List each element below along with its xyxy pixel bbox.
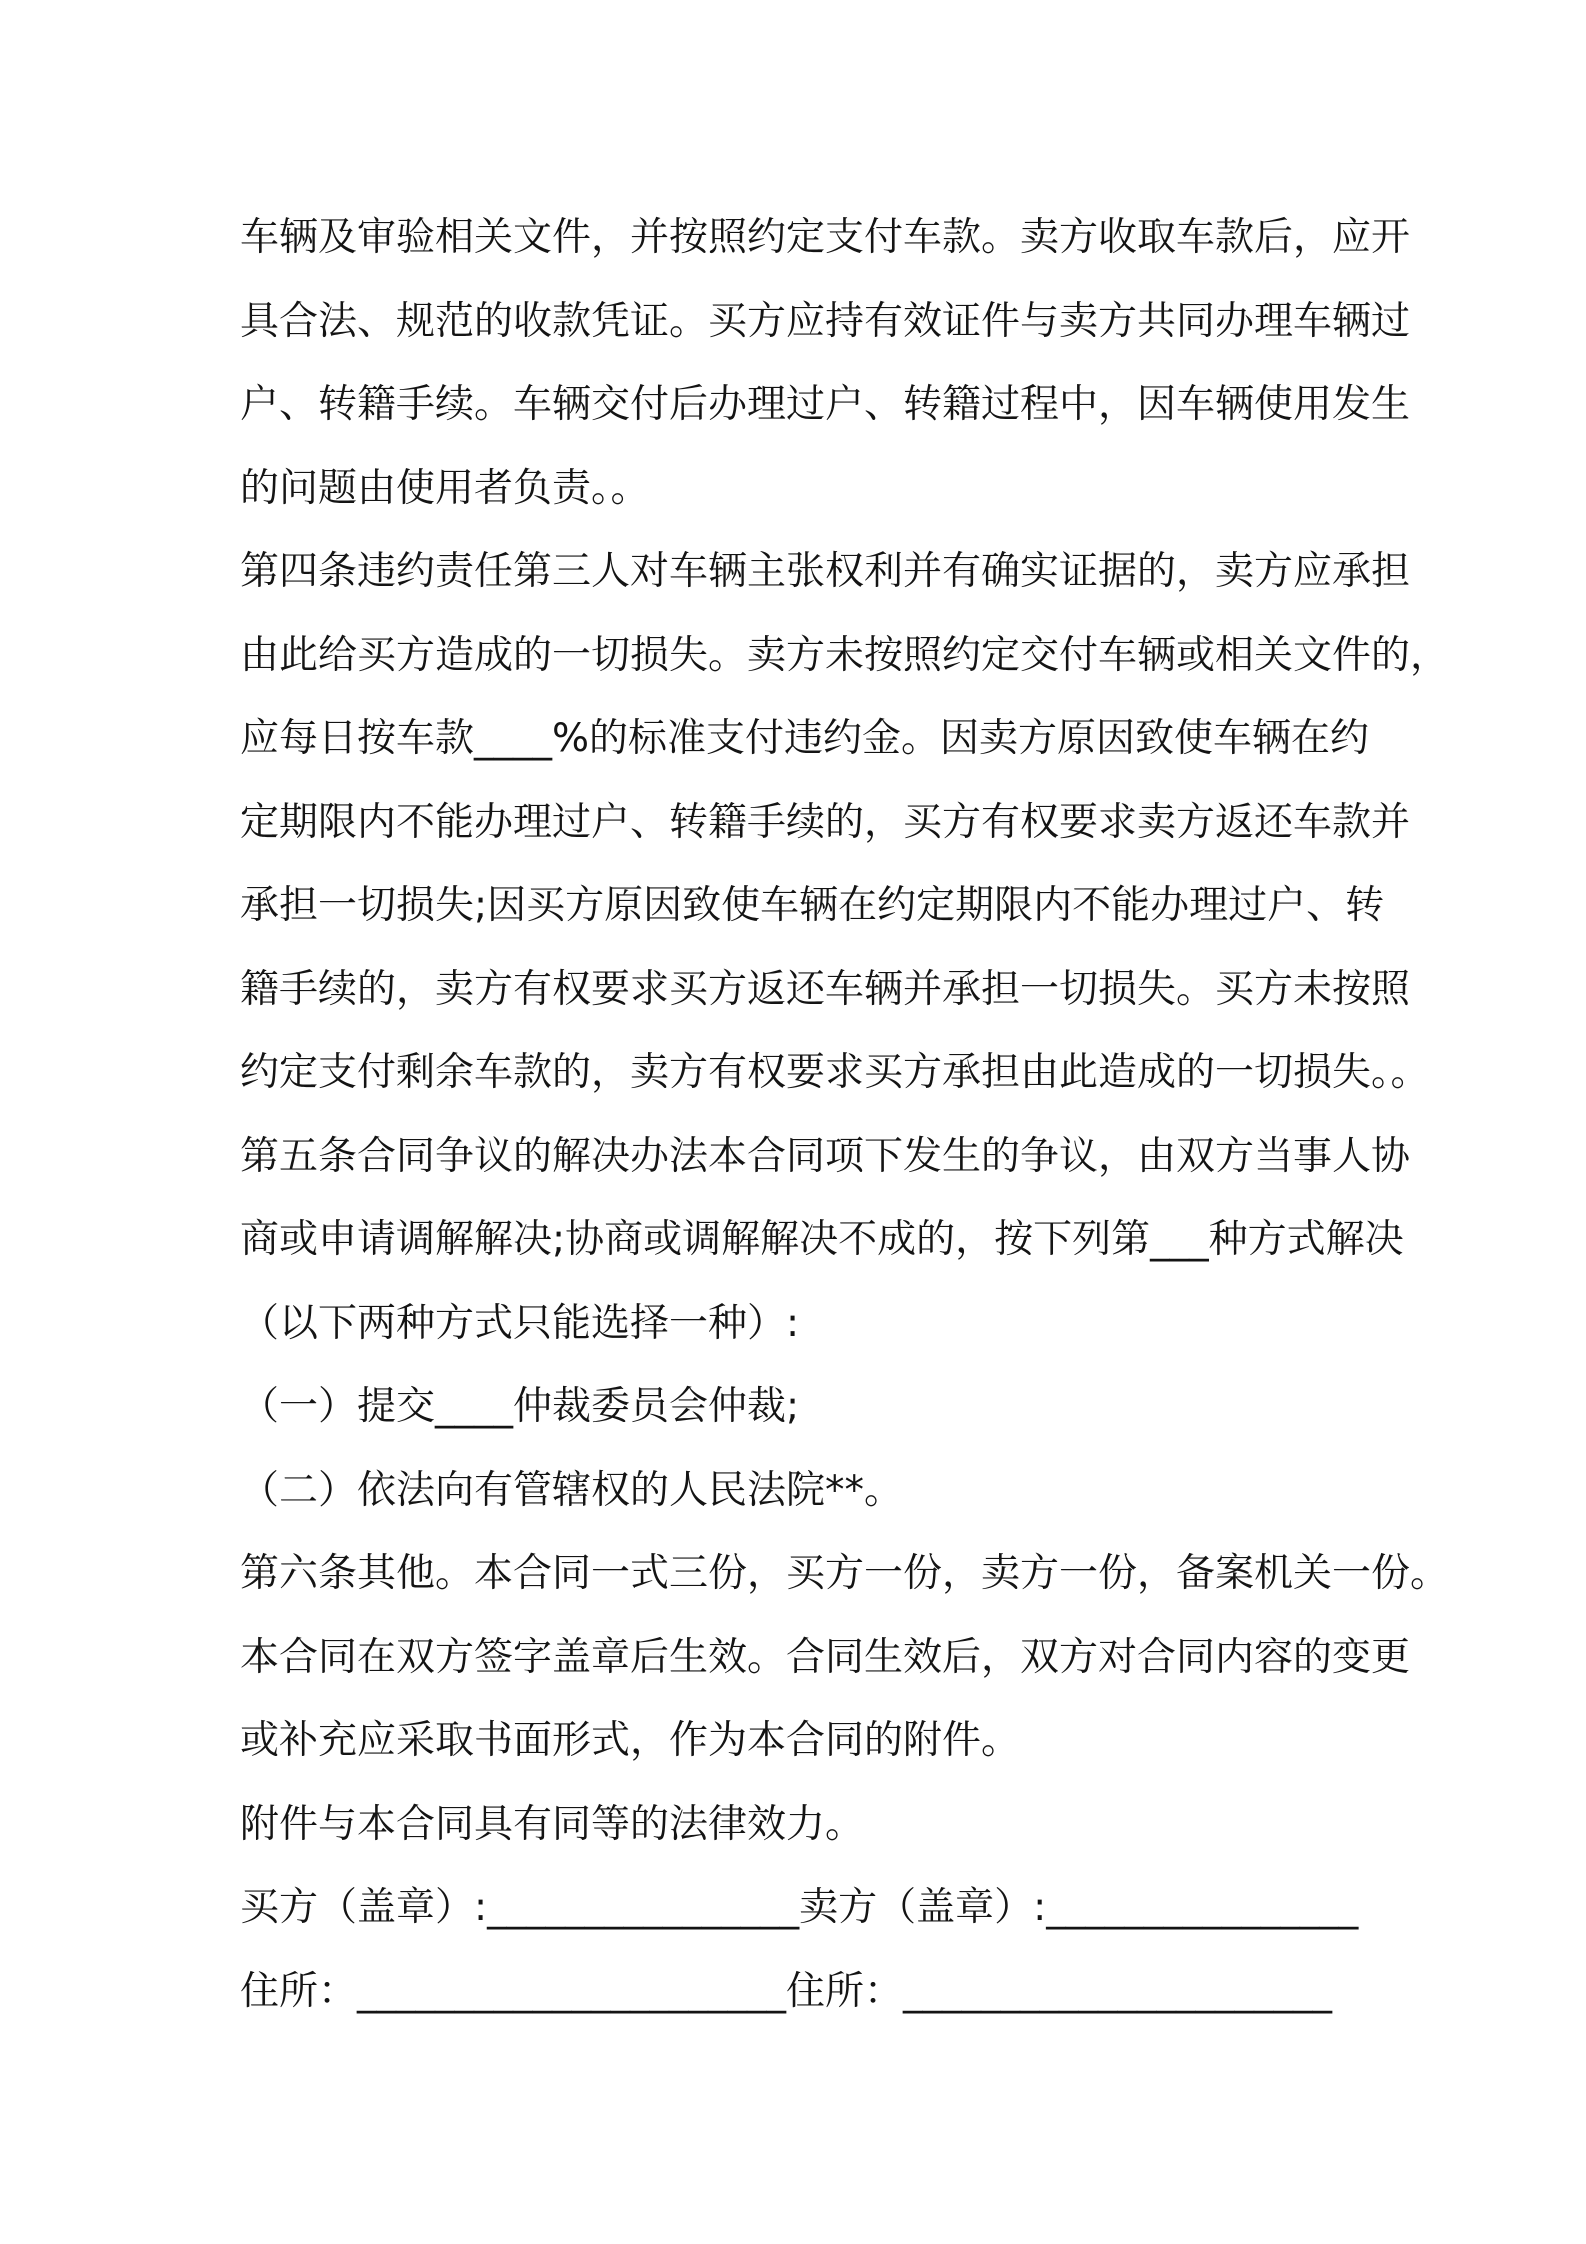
article-4-line: 第四条违约责任第三人对车辆主张权利并有确实证据的，卖方应承担 xyxy=(240,549,1411,594)
text-line: 户、转籍手续。车辆交付后办理过户、转籍过程中，因车辆使用发生 xyxy=(240,382,1411,427)
text-line: 籍手续的，卖方有权要求买方返还车辆并承担一切损失。买方未按照 xyxy=(240,966,1411,1012)
text-line: 附件与本合同具有同等的法律效力。 xyxy=(240,1801,865,1847)
text-line: 由此给买方造成的一切损失。卖方未按照约定交付车辆或相关文件的， xyxy=(240,632,1450,678)
text-line: 约定支付剩余车款的，卖方有权要求买方承担由此造成的一切损失。。 xyxy=(240,1050,1430,1095)
text-line: 或补充应采取书面形式，作为本合同的附件。 xyxy=(240,1718,1021,1763)
text-line: 具合法、规范的收款凭证。买方应持有效证件与卖方共同办理车辆过 xyxy=(240,298,1411,344)
contract-text xyxy=(240,196,1450,2033)
signature-line: 买方（盖章）:________________卖方（盖章）:________________ xyxy=(240,1885,1359,1930)
option-1-line: （一）提交____仲裁委员会仲裁; xyxy=(240,1384,800,1429)
text-line: 承担一切损失;因买方原因致使车辆在约定期限内不能办理过户、转 xyxy=(240,883,1385,928)
text-line: 应每日按车款____%的标准支付违约金。因卖方原因致使车辆在约 xyxy=(240,716,1370,761)
article-6-line: 第六条其他。本合同一式三份，买方一份，卖方一份，备案机关一份。 xyxy=(240,1551,1450,1596)
article-5-line: 第五条合同争议的解决办法本合同项下发生的争议，由双方当事人协 xyxy=(240,1133,1411,1179)
text-line: 车辆及审验相关文件，并按照约定支付车款。卖方收取车款后，应开 xyxy=(240,215,1411,260)
text-line: 定期限内不能办理过户、转籍手续的，买方有权要求卖方返还车款并 xyxy=(240,799,1411,845)
text-line: 的问题由使用者负责。。 xyxy=(240,465,650,511)
text-line: （以下两种方式只能选择一种）: xyxy=(240,1300,800,1346)
text-line: 商或申请调解解决;协商或调解解决不成的，按下列第___种方式解决 xyxy=(240,1217,1404,1262)
text-line: 本合同在双方签字盖章后生效。合同生效后，双方对合同内容的变更 xyxy=(240,1634,1411,1680)
address-line: 住所：______________________住所：______________________ xyxy=(240,1968,1333,2014)
option-2-line: （二）依法向有管辖权的人民法院**。 xyxy=(240,1467,904,1513)
